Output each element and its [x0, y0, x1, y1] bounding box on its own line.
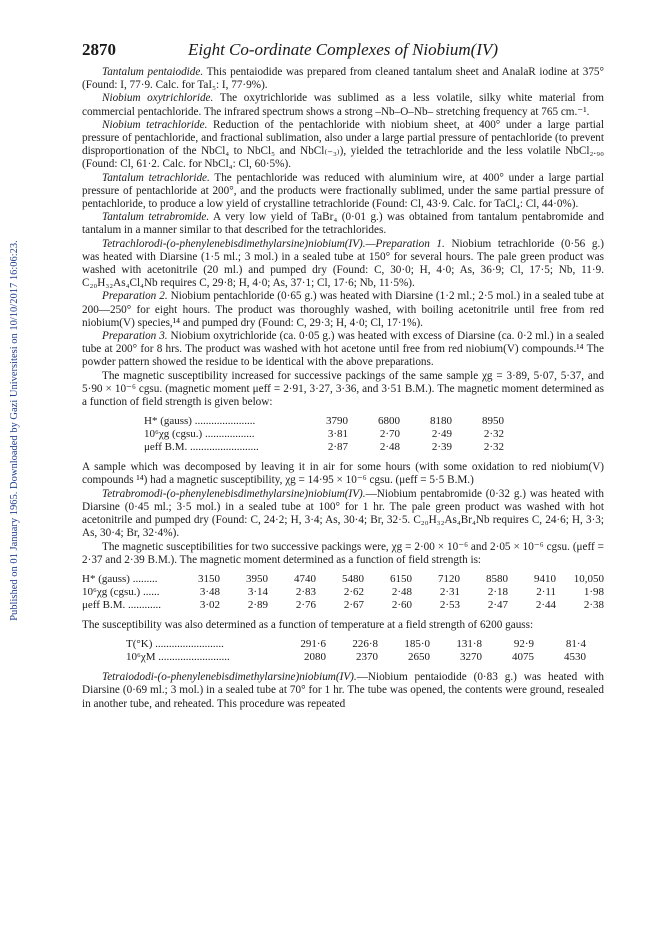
table-cell: 8950	[482, 415, 504, 428]
row-label: μeff B.M. .........................	[144, 441, 259, 454]
paragraph	[82, 66, 604, 92]
table-cell: 2·44	[535, 598, 556, 611]
table-cell: 2·47	[487, 598, 508, 611]
row-label: H* (gauss) .........	[82, 572, 158, 585]
paragraph-text: A sample which was decomposed by leaving it in air for some hours (with some oxidation to red niobium(V) compounds ¹⁴) had a magnetic susceptibility, χg = 14·95 × 10⁻⁶ cgsu. (μeff = 5·5 B.M.)	[82, 461, 604, 487]
table-cell: 4530	[564, 651, 586, 664]
table-cell: 185·0	[404, 638, 430, 651]
paragraph	[82, 119, 604, 172]
row-label: T(°K) .........................	[126, 638, 224, 651]
row-label: μeff B.M. ............	[82, 598, 162, 611]
table-cell: 2·48	[379, 441, 400, 454]
table-cell: 226·8	[352, 638, 378, 651]
table-cell: 3150	[198, 572, 220, 585]
field-strength-table-bromide	[82, 573, 604, 612]
table-cell: 2·18	[487, 585, 508, 598]
paragraph	[82, 619, 604, 632]
paragraph-heading: Tetraiododi-(o-phenylenebisdimethylarsine)niobium(IV).	[102, 671, 357, 684]
paragraph-text: Niobium pentachloride (0·65 g.) was heated with Diarsine (1·2 ml.; 2·5 mol.) in a sealed tube at 200—250° for eight hours. The product was thoroughly washed, with boiling acetonitrile until free from red niobium(V) species,¹⁴ and pumped dry (Found: C, 29·3; H, 4·0; Cl, 17·1%).	[82, 290, 604, 329]
table-row	[82, 573, 604, 586]
page-number: 2870	[82, 40, 116, 59]
section-preparations	[82, 66, 604, 409]
table-cell: 3270	[460, 651, 482, 664]
paragraph-text: Reduction of the pentachloride with niobium sheet, at 400° under a large partial pressure of pentachloride, and fractional sublimation, also under a large partial pressure of pentachloride (to prevent disproportionation of the NbCl₄ to NbCl₅ and NbCl₍₋₃₎), yielded the tetrachloride and the less volatile NbCl₂.₉₀ (Found: Cl, 61·2. Calc. for NbCl₄: Cl, 60·5%).	[82, 118, 604, 171]
table-cell: 8180	[430, 415, 452, 428]
paragraph-heading: Tetrabromodi-(o-phenylenebisdimethylarsine)niobium(IV).	[102, 487, 366, 500]
table-cell: 3·14	[247, 585, 268, 598]
paragraph	[82, 92, 604, 118]
table-cell: 131·8	[456, 638, 482, 651]
table-cell: 2·53	[439, 598, 460, 611]
table-row	[144, 441, 504, 454]
table-cell: 4740	[294, 572, 316, 585]
table-cell: 2·62	[343, 585, 364, 598]
paragraph-text: —Niobium pentaiodide (0·83 g.) was heated with Diarsine (0·69 ml.; 3 mol.) in a sealed tube at 70° for 1 hr. The tube was opened, the contents were ground, resealed in another tube, and reheated. This procedure was repeated	[82, 671, 604, 710]
paragraph	[82, 461, 604, 487]
publication-sidebar	[6, 110, 22, 750]
table-cell: 2·32	[483, 441, 504, 454]
table-cell: 2·48	[391, 585, 412, 598]
table-cell: 8580	[486, 572, 508, 585]
paragraph	[82, 671, 604, 711]
running-title: Eight Co-ordinate Complexes of Niobium(IV)	[187, 40, 499, 59]
paragraph-heading: Tantalum tetrabromide.	[102, 211, 210, 224]
paragraph-heading: Preparation 3.	[102, 330, 168, 343]
page-header	[82, 38, 604, 66]
paragraph-text: The oxytrichloride was sublimed as a less volatile, silky white material from commercial pentachloride. The infrared spectrum shows a strong –Nb–O–Nb– stretching frequency at 765 cm.⁻¹.	[82, 92, 604, 118]
paragraph-heading: Preparation 2.	[102, 290, 168, 303]
row-label: 10⁶χg (cgsu.) ..................	[144, 428, 255, 441]
paragraph-text: —Niobium pentabromide (0·32 g.) was heated with Diarsine (0·45 ml.; 3·5 mol.) in a sealed tube at 100° for 1 hr. The pale green product was washed with hot acetonitrile and pumped dry (Found: C, 24·2; H, 3·4; As, 30·4; Br, 32·5. C₂₀H₃₂As₄Br₄Nb requires C, 24·6; H, 3·3; As, 30·4; Br, 32·4%).	[82, 487, 604, 540]
table-cell: 2·38	[583, 598, 604, 611]
paragraph-heading: Tantalum tetrachloride.	[102, 171, 210, 184]
table-cell: 3·48	[199, 585, 220, 598]
row-label: 10⁶χM ..........................	[126, 651, 230, 664]
table-cell: 7120	[438, 572, 460, 585]
table-cell: 10,050	[573, 572, 604, 585]
table-cell: 2·87	[327, 441, 348, 454]
paragraph	[82, 541, 604, 567]
table-cell: 2370	[356, 651, 378, 664]
table-cell: 2·67	[343, 598, 364, 611]
section-iodide	[82, 671, 604, 711]
paragraph-text: The magnetic susceptibility increased for successive packings of the same sample χg = 3·89, 5·07, 5·37, and 5·90 × 10⁻⁶ cgsu. (magnetic moment μeff = 2·91, 3·27, 3·36, and 3·51 B.M.). The magnetic moment determined as a function of field strength is given below:	[82, 369, 604, 409]
paragraph-text: Niobium oxytrichloride (ca. 0·05 g.) was heated with excess of Diarsine (ca. 0·2 ml.) in a sealed tube at 200° for 8 hrs. The product was washed with hot acetone until free from red niobium(V) compounds.¹⁴ The powder pattern showed the residue to be identical with the above preparations.	[82, 330, 604, 369]
paragraph	[82, 488, 604, 541]
paragraph	[82, 172, 604, 212]
field-strength-table-chloride	[144, 415, 504, 454]
table-row	[144, 428, 504, 441]
paragraph	[82, 290, 604, 330]
table-cell: 2·70	[379, 428, 400, 441]
table-cell: 2·39	[431, 441, 452, 454]
paragraph-heading: Niobium tetrachloride.	[102, 118, 208, 131]
table-cell: 291·6	[300, 638, 326, 651]
paragraph-heading: Niobium oxytrichloride.	[102, 92, 214, 105]
temperature-table	[126, 638, 586, 664]
publication-notice: Published on 01 January 1965. Downloaded by Gazi Universitesi on 10/10/2017 16:06:23.	[8, 239, 20, 621]
table-cell: 1·98	[583, 585, 604, 598]
table-row	[126, 651, 586, 664]
row-label: H* (gauss) ......................	[144, 415, 256, 428]
paragraph-text: Niobium tetrachloride (0·56 g.) was heated with Diarsine (1·5 ml.; 3 mol.) in a sealed tube at 150° for several hours. The pale green product was washed with acetonitrile (20 ml.) and pumped dry (Found: C, 30·0; H, 4·0; As, 36·9; Cl, 17·5; Nb, 11·9. C₂₀H₃₂As₄Cl₄Nb requires C, 29·8; H, 4·0; As, 37·1; Cl, 17·6; Nb, 11·5%).	[82, 237, 604, 290]
paragraph-heading: Tantalum pentaiodide.	[102, 66, 204, 78]
paragraph	[82, 211, 604, 237]
table-row	[82, 586, 604, 599]
table-cell: 4075	[512, 651, 534, 664]
paragraph-text: The pentachloride was reduced with aluminium wire, at 400° under a large partial pressure of pentachloride at 200°, and the products were fractionally sublimed, under the same partial pressure of pentachloride, to produce a low yield of crystalline tetrachloride (Found: Cl, 43·9. Calc. for TaCl₄: Cl, 44·0%).	[82, 171, 604, 211]
table-cell: 2650	[408, 651, 430, 664]
article-body	[82, 66, 604, 711]
table-row	[126, 638, 586, 651]
table-cell: 5480	[342, 572, 364, 585]
table-cell: 2·49	[431, 428, 452, 441]
paragraph-text: A very low yield of TaBr₄ (0·01 g.) was obtained from tantalum pentabromide and tantalum in a manner similar to that described for the tetrachlorides.	[82, 211, 605, 237]
journal-page	[82, 38, 604, 711]
table-cell: 2·32	[483, 428, 504, 441]
table-cell: 3790	[326, 415, 348, 428]
table-cell: 2080	[304, 651, 326, 664]
table-cell: 2·31	[439, 585, 460, 598]
table-cell: 6800	[378, 415, 400, 428]
table-cell: 81·4	[565, 638, 586, 651]
paragraph	[82, 238, 604, 291]
paragraph-text: The susceptibility was also determined as a function of temperature at a field strength of 6200 gauss:	[82, 618, 534, 631]
table-cell: 3·81	[327, 428, 348, 441]
table-cell: 9410	[534, 572, 556, 585]
table-cell: 2·83	[295, 585, 316, 598]
row-label: 10⁶χg (cgsu.) ......	[82, 585, 160, 598]
paragraph	[82, 330, 604, 370]
table-cell: 2·60	[391, 598, 412, 611]
table-cell: 3950	[246, 572, 268, 585]
table-cell: 2·76	[295, 598, 316, 611]
section-bromide	[82, 461, 604, 567]
paragraph-text: This pentaiodide was prepared from cleaned tantalum sheet and AnalaR iodine at 375° (Found: I, 77·9. Calc. for TaI₅: I, 77·9%).	[82, 66, 604, 92]
table-cell: 2·11	[536, 585, 556, 598]
table-cell: 92·9	[513, 638, 534, 651]
paragraph-heading: Tetrachlorodi-(o-phenylenebisdimethylarsine)niobium(IV).—Preparation 1.	[102, 237, 445, 250]
table-row	[82, 599, 604, 612]
paragraph-text: The magnetic susceptibilities for two successive packings were, χg = 2·00 × 10⁻⁶ and 2·05 × 10⁻⁶ cgsu. (μeff = 2·37 and 2·39 B.M.). The magnetic moment determined as a function of field strength is:	[82, 540, 604, 566]
table-cell: 6150	[390, 572, 412, 585]
section-temperature	[82, 619, 604, 632]
paragraph	[82, 370, 604, 410]
table-row	[144, 415, 504, 428]
table-cell: 3·02	[199, 598, 220, 611]
table-cell: 2·89	[247, 598, 268, 611]
